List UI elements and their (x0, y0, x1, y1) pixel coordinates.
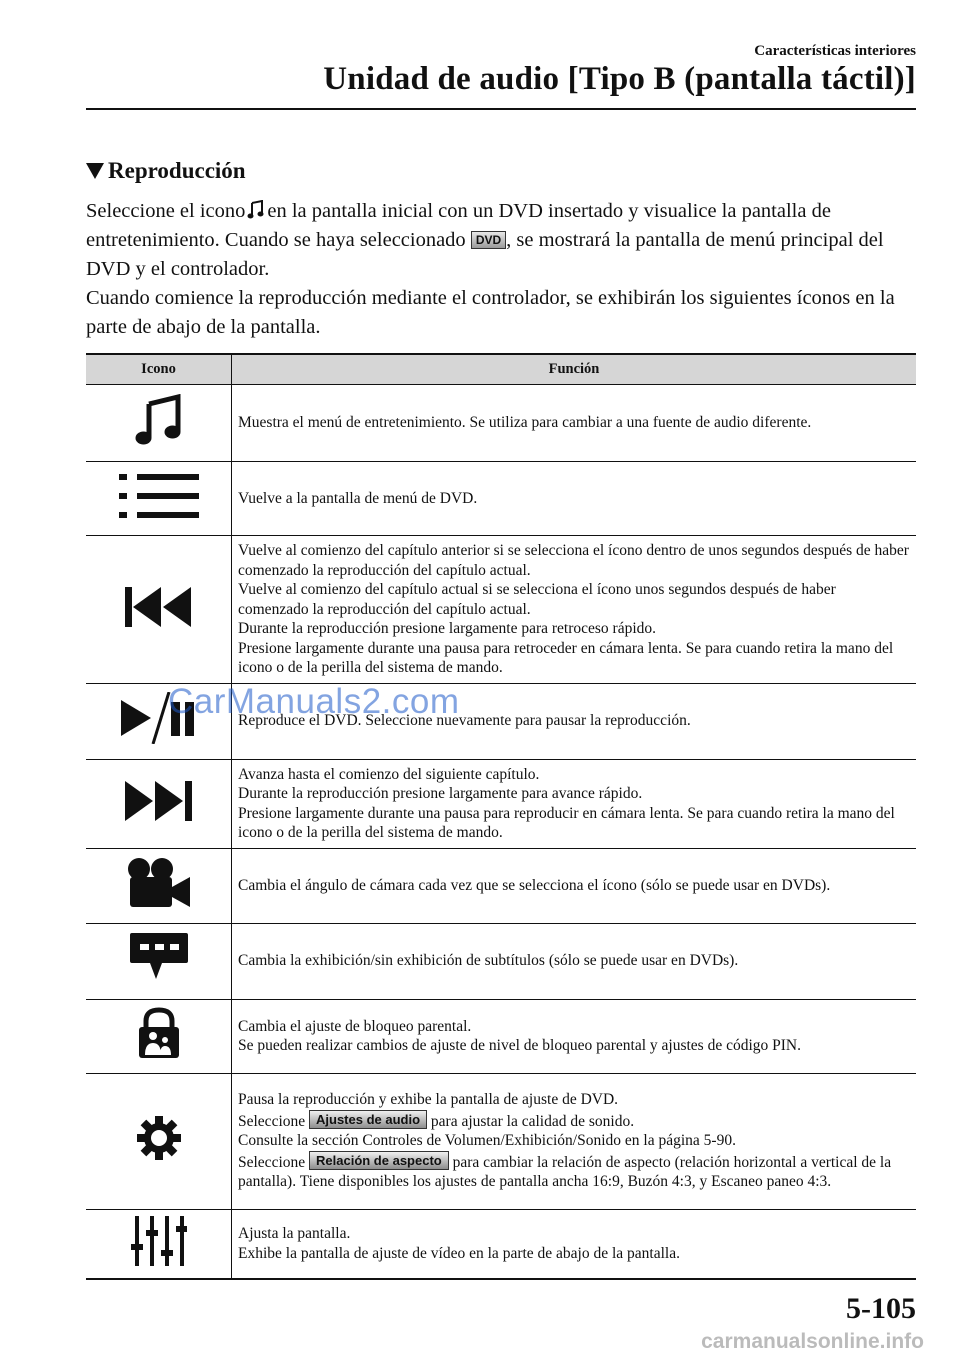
function-text: Presione largamente durante una pausa para reproducir en cámara lenta. Se para cuando retira la mano del icono o de la perilla del sistema de mando. (238, 804, 895, 841)
next-chapter-icon (125, 781, 193, 821)
function-text: Cambia el ajuste de bloqueo parental. (238, 1017, 472, 1035)
section-triangle-icon (86, 163, 104, 179)
icon-cell (86, 536, 232, 684)
table-row (86, 923, 916, 999)
parental-lock-icon (136, 1007, 182, 1059)
subtitle-icon (130, 933, 188, 983)
function-text (238, 1110, 910, 1132)
intro-paragraph-1 (86, 197, 916, 284)
music-note-icon (134, 394, 184, 446)
function-cell (232, 999, 917, 1073)
function-cell (232, 385, 917, 462)
function-text: Durante la reproducción presione largamente para avance rápido. (238, 785, 643, 802)
function-text: Presione largamente durante una pausa para retroceder en cámara lenta. Se para cuando retira la mano del icono o de la perilla del sistema de mando. (238, 639, 894, 676)
function-text-select: Seleccione (238, 1153, 306, 1171)
function-cell (232, 1209, 917, 1279)
intro-text-a: Seleccione el icono (86, 200, 246, 222)
function-text: Vuelve al comienzo del capítulo actual si se selecciona el ícono unos segundos después de haber comenzado la reproducción del capítulo actual. (238, 581, 836, 618)
function-cell (232, 536, 917, 684)
function-text: Vuelve al comienzo del capítulo anterior si se selecciona el ícono dentro de unos segundos después de haber comenzado la reproducción del capítulo actual. (238, 542, 909, 579)
intro-paragraph-2: Cuando comience la reproducción mediante el controlador, se exhibirán los siguientes íconos en la parte de abajo de la pantalla. (86, 287, 895, 338)
function-text: Muestra el menú de entretenimiento. Se utiliza para cambiar a una fuente de audio diferente. (238, 414, 812, 432)
settings-gear-icon (137, 1116, 181, 1160)
camera-angle-icon (126, 857, 192, 909)
table-row (86, 385, 916, 462)
icon-cell (86, 999, 232, 1073)
function-text: Cambia la exhibición/sin exhibición de subtítulos (sólo se puede usar en DVDs). (238, 952, 739, 970)
function-text: Vuelve a la pantalla de menú de DVD. (238, 489, 478, 507)
function-cell (232, 462, 917, 536)
function-cell (232, 923, 917, 999)
function-text: Exhibe la pantalla de ajuste de vídeo en la parte de abajo de la pantalla. (238, 1244, 680, 1262)
function-text-rest: para ajustar la calidad de sonido. (430, 1112, 635, 1130)
section-heading (86, 158, 246, 184)
icon-cell (86, 923, 232, 999)
dvd-button: DVD (471, 231, 506, 249)
intro-text-b: en la pantalla inicial con un DVD insertado y visualice la pantalla de entretenimiento. Cuando se haya seleccionado (86, 200, 831, 251)
function-text (238, 1151, 910, 1192)
function-text: Avanza hasta el comienzo del siguiente capítulo. (238, 765, 540, 783)
icon-column-header: Icono (86, 354, 232, 385)
intro-text (86, 197, 916, 342)
function-text: Reproduce el DVD. Seleccione nuevamente para pausar la reproducción. (238, 712, 691, 730)
icon-cell (86, 462, 232, 536)
table-row (86, 999, 916, 1073)
table-row (86, 759, 916, 848)
music-note-inline-icon (247, 200, 265, 220)
table-row (86, 1209, 916, 1279)
chapter-category: Características interiores (754, 43, 916, 59)
table-header-row (86, 354, 916, 385)
function-cell (232, 759, 917, 848)
audio-settings-button: Ajustes de audio (309, 1110, 427, 1129)
function-text-rest: para cambiar la relación de aspecto (relación horizontal a vertical de la pantalla). Tiene disponibles los ajustes de pantalla ancha 16:9, Buzón 4:3, y Escaneo paneo 4:3. (238, 1153, 892, 1191)
icon-cell (86, 759, 232, 848)
section-title: Reproducción (108, 158, 246, 183)
table-row (86, 536, 916, 684)
function-text: Cambia el ángulo de cámara cada vez que se selecciona el ícono (sólo se puede usar en DVDs). (238, 876, 831, 894)
video-adjust-icon (131, 1216, 187, 1266)
list-menu-icon (119, 471, 199, 521)
function-text: Consulte la sección Controles de Volumen/Exhibición/Sonido en la página 5-90. (238, 1132, 736, 1150)
function-text: Se pueden realizar cambios de ajuste de nivel de bloqueo parental y ajustes de código PIN. (238, 1037, 801, 1054)
function-text: Durante la reproducción presione largamente para retroceso rápido. (238, 620, 657, 637)
icon-cell (86, 1073, 232, 1209)
function-text-select: Seleccione (238, 1112, 306, 1130)
watermark: CarManuals2.com (168, 682, 460, 721)
icon-cell (86, 1209, 232, 1279)
function-text: Pausa la reproducción y exhibe la pantalla de ajuste de DVD. (238, 1091, 619, 1109)
function-table (86, 353, 916, 1280)
function-cell (232, 848, 917, 923)
page-number: 5-105 (846, 1292, 916, 1325)
intro-text-c: , se mostrará la pantalla de menú principal del DVD y el controlador. (86, 229, 884, 280)
table-row (86, 462, 916, 536)
table-row (86, 848, 916, 923)
function-cell (232, 1073, 917, 1209)
function-text: Ajusta la pantalla. (238, 1225, 351, 1243)
previous-chapter-icon (125, 587, 193, 627)
footer-site: carmanualsonline.info (701, 1330, 924, 1353)
icon-cell (86, 385, 232, 462)
page-title: Unidad de audio [Tipo B (pantalla táctil)] (323, 61, 916, 97)
aspect-ratio-button: Relación de aspecto (309, 1151, 449, 1170)
header-divider (86, 108, 916, 110)
icon-cell (86, 848, 232, 923)
function-column-header: Función (232, 354, 917, 385)
table-row (86, 1073, 916, 1209)
